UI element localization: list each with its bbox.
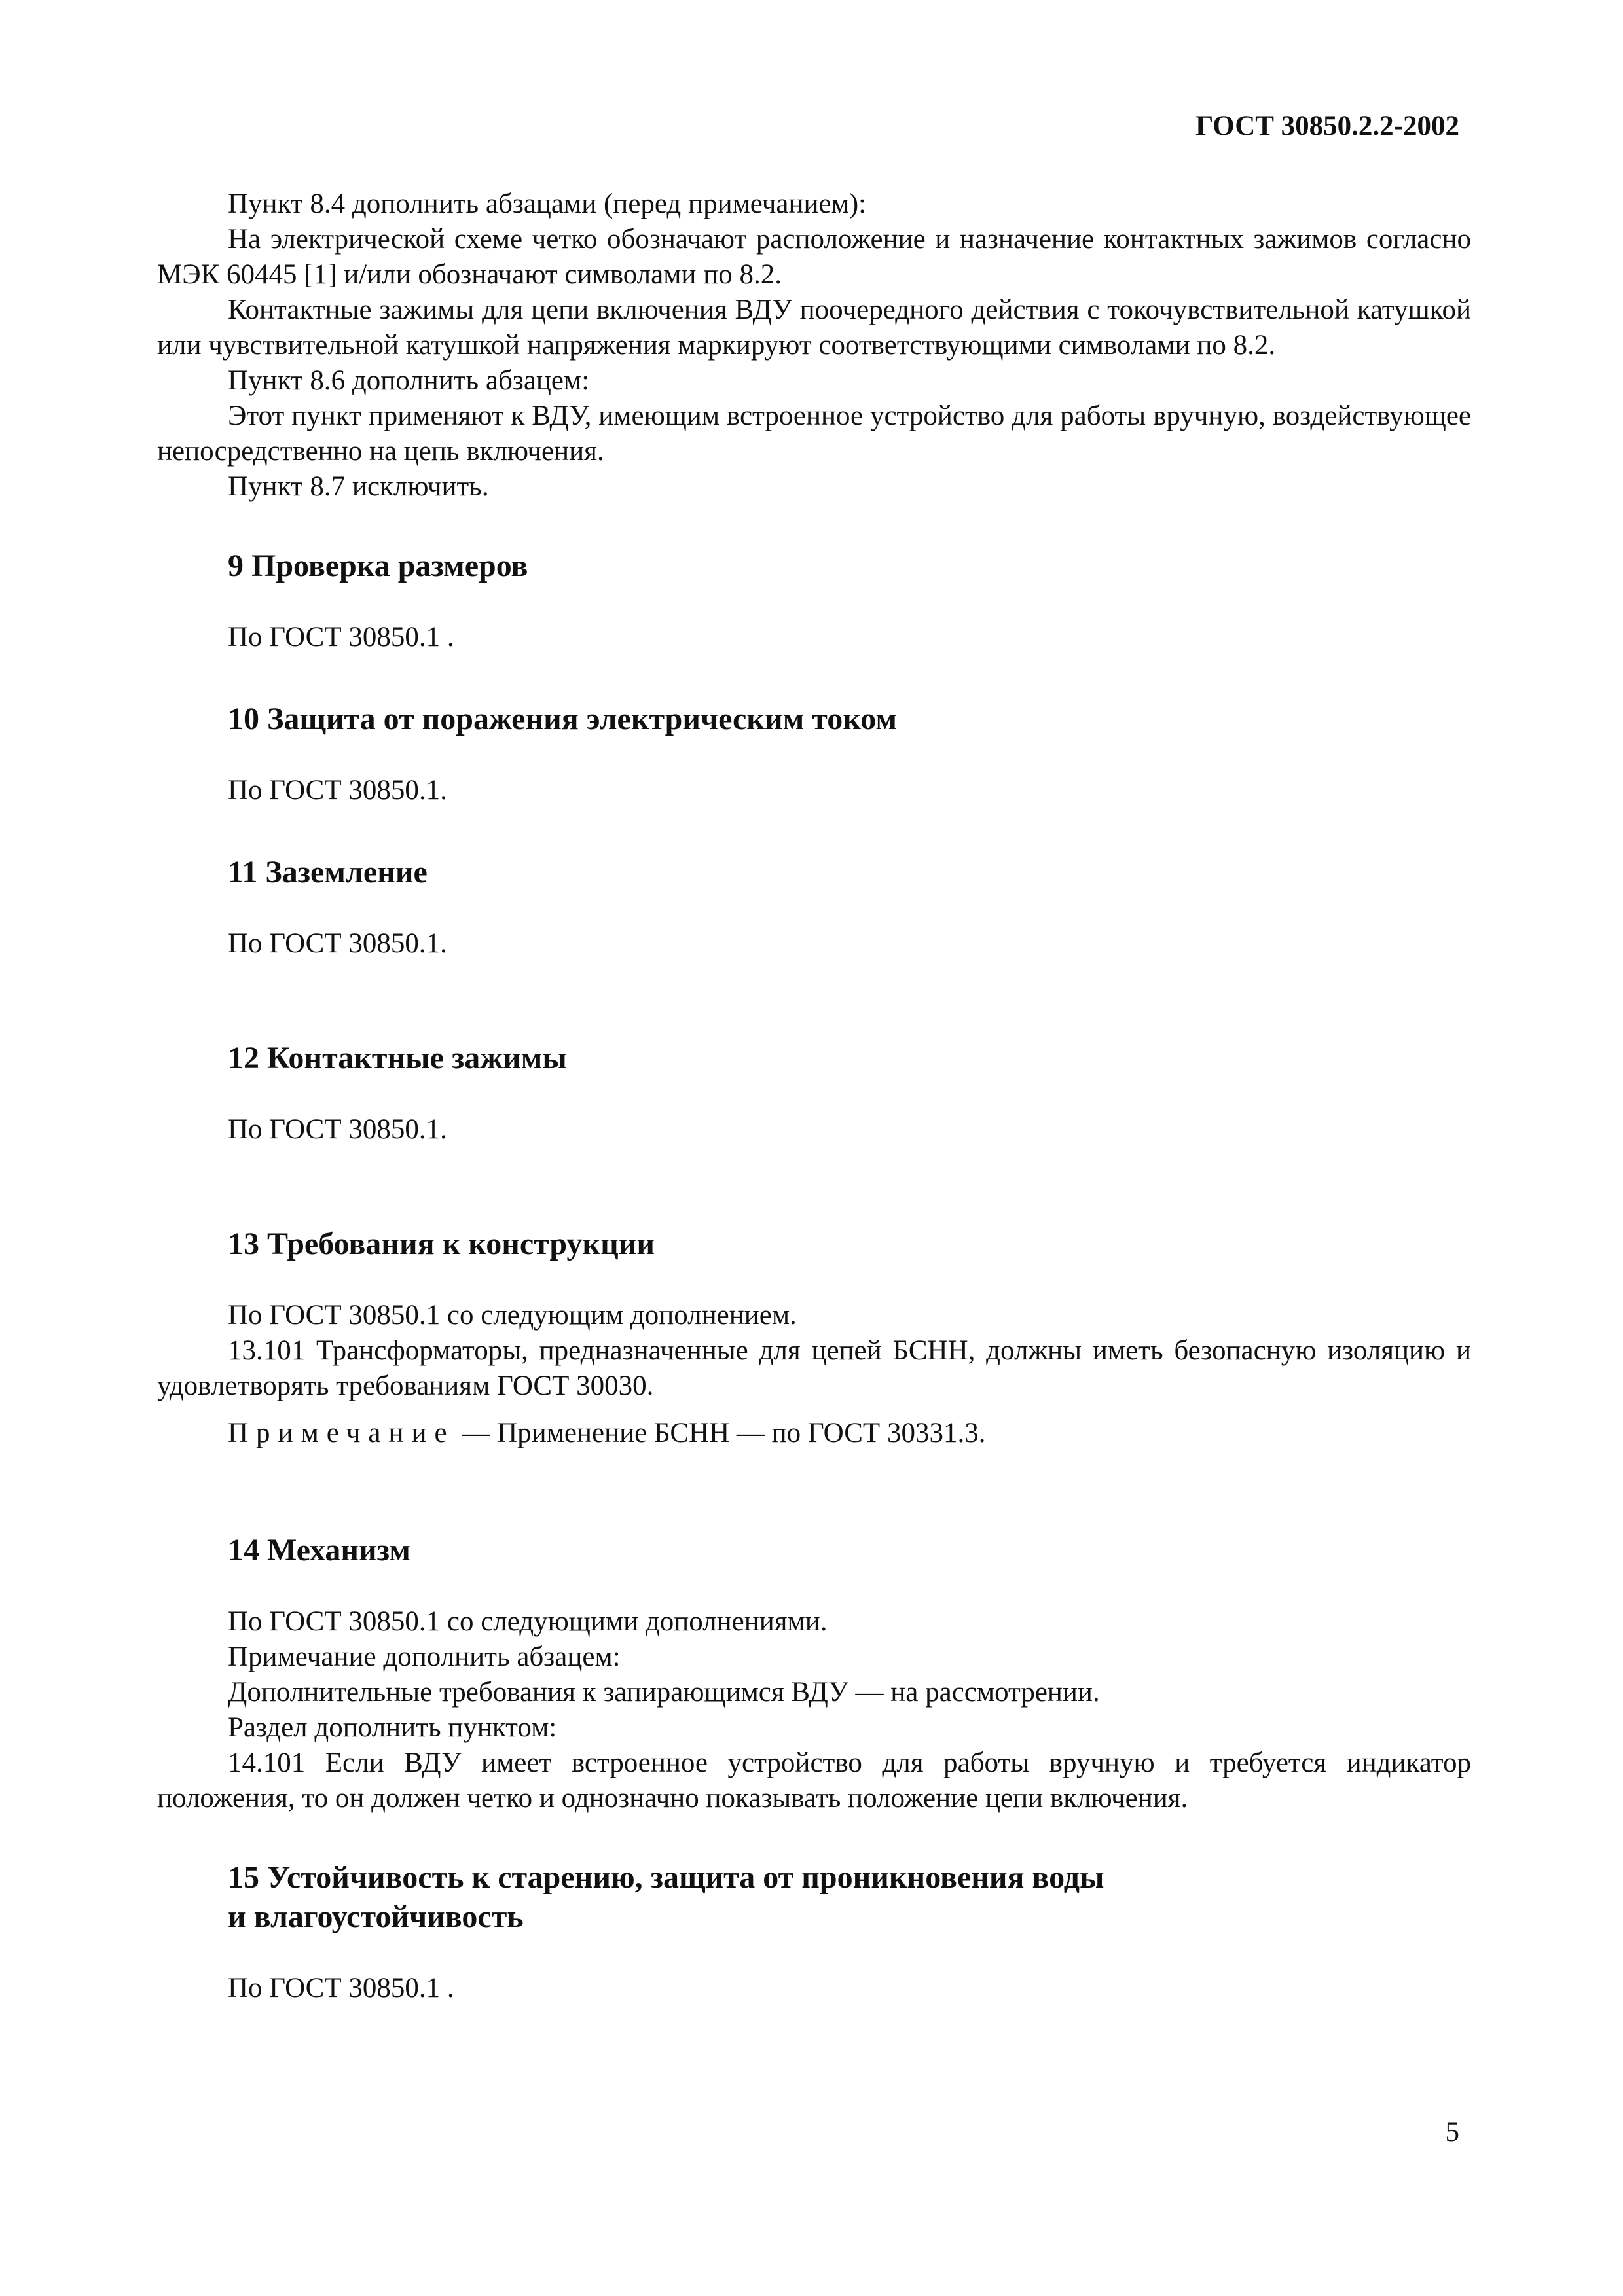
section-15-text: По ГОСТ 30850.1 .	[228, 1973, 454, 2003]
section-10-text: По ГОСТ 30850.1.	[228, 775, 447, 806]
intro-paragraph: На электрической схеме четко обозначают расположение и назначение контактных зажимов согласно МЭК 60445 [1] и/или обозначают символами по 8.2.	[157, 224, 1471, 290]
section-13-clause: 13.101 Трансформаторы, предназначенные для цепей БСНН, должны иметь безопасную изоляцию и удовлетворять требованиям ГОСТ 30030.	[157, 1335, 1471, 1401]
intro-paragraph: Пункт 8.6 дополнить абзацем:	[228, 365, 590, 396]
section-9-text: По ГОСТ 30850.1 .	[228, 622, 454, 653]
page-number: 5	[1445, 2117, 1459, 2147]
intro-paragraph: Пункт 8.7 исключить.	[228, 471, 489, 502]
section-11-text: По ГОСТ 30850.1.	[228, 928, 447, 959]
section-12-heading: 12 Контактные зажимы	[228, 1041, 567, 1075]
section-11-heading: 11 Заземление	[228, 855, 428, 889]
section-14-text: По ГОСТ 30850.1 со следующими дополнениями.	[228, 1606, 828, 1637]
intro-paragraph: Пункт 8.4 дополнить абзацами (перед примечанием):	[228, 188, 867, 219]
section-13-text: По ГОСТ 30850.1 со следующим дополнением.	[228, 1300, 797, 1331]
section-14-clause: 14.101 Если ВДУ имеет встроенное устройство для работы вручную и требуется индикатор положения, то он должен четко и однозначно показывать положение цепи включения.	[157, 1748, 1471, 1814]
document-body	[157, 187, 1471, 2006]
document-header: ГОСТ 30850.2.2-2002	[1195, 111, 1459, 141]
section-15-heading-line1: 15 Устойчивость к старению, защита от проникновения воды	[228, 1860, 1104, 1895]
section-15-heading-line2: и влагоустойчивость	[228, 1899, 524, 1934]
note-text: — Применение БСНН — по ГОСТ 30331.3.	[454, 1418, 986, 1448]
note-label: Примечание	[228, 1418, 455, 1448]
intro-paragraph: Этот пункт применяют к ВДУ, имеющим встроенное устройство для работы вручную, воздействующее непосредственно на цепь включения.	[157, 401, 1471, 467]
section-14-text: Дополнительные требования к запирающимся ВДУ — на рассмотрении.	[228, 1677, 1100, 1708]
section-9-heading: 9 Проверка размеров	[228, 548, 528, 583]
intro-paragraph: Контактные зажимы для цепи включения ВДУ поочередного действия с токочувствительной катушкой или чувствительной катушкой напряжения маркируют соответствующими символами по 8.2.	[157, 295, 1471, 361]
section-15-heading	[157, 1858, 1471, 1937]
section-14-text: Раздел дополнить пунктом:	[228, 1712, 557, 1743]
section-13-note	[157, 1416, 1471, 1451]
section-14-text: Примечание дополнить абзацем:	[228, 1641, 621, 1672]
section-14-heading: 14 Механизм	[228, 1533, 410, 1568]
section-10-heading: 10 Защита от поражения электрическим током	[228, 702, 898, 736]
section-13-heading: 13 Требования к конструкции	[228, 1227, 655, 1261]
section-12-text: По ГОСТ 30850.1.	[228, 1114, 447, 1145]
